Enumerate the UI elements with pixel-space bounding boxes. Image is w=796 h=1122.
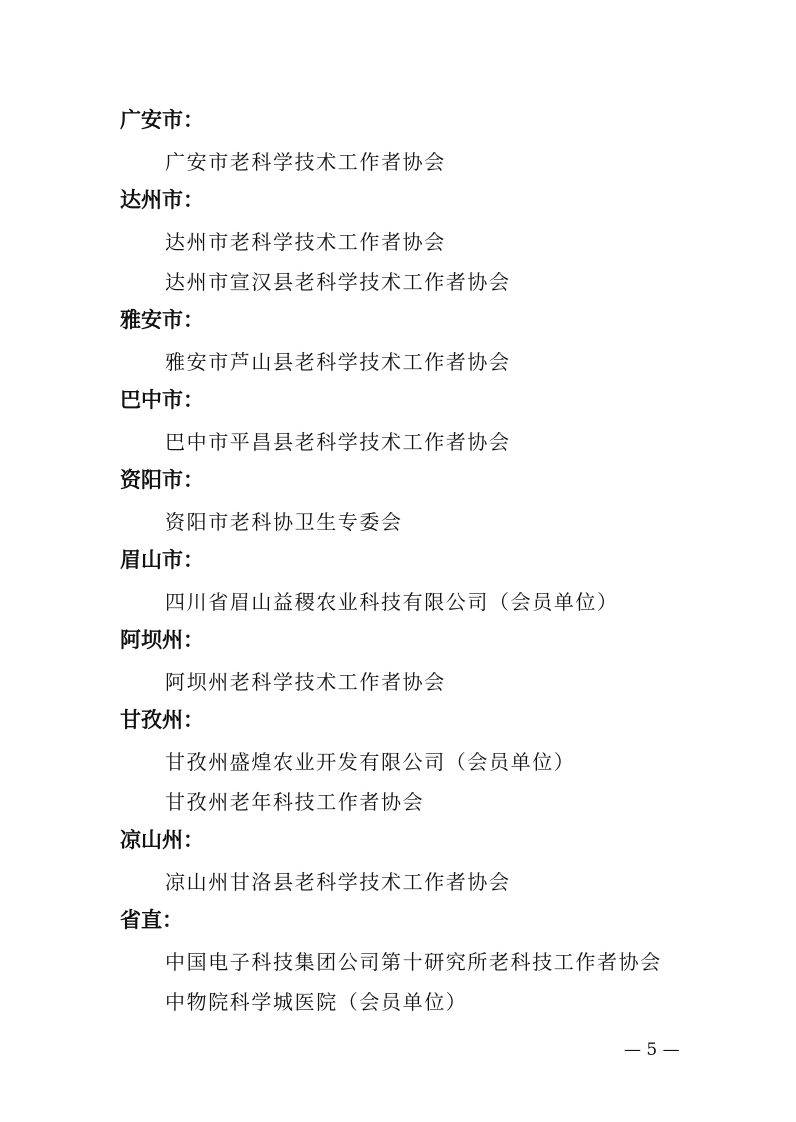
member-organization: 甘孜州老年科技工作者协会	[165, 790, 425, 814]
member-organization: 中物院科学城医院（会员单位）	[165, 990, 468, 1014]
member-organization: 甘孜州盛煌农业开发有限公司（会员单位）	[165, 750, 576, 774]
member-organization: 四川省眉山益稷农业科技有限公司（会员单位）	[165, 590, 619, 614]
region-heading: 广安市：	[120, 108, 204, 132]
region-heading: 省直：	[120, 908, 183, 932]
member-organization: 达州市宣汉县老科学技术工作者协会	[165, 270, 511, 294]
region-heading: 阿坝州：	[120, 628, 204, 652]
member-organization: 阿坝州老科学技术工作者协会	[165, 670, 446, 694]
member-organization: 广安市老科学技术工作者协会	[165, 150, 446, 174]
member-organization: 达州市老科学技术工作者协会	[165, 230, 446, 254]
member-organization: 凉山州甘洛县老科学技术工作者协会	[165, 870, 511, 894]
region-heading: 达州市：	[120, 188, 204, 212]
region-heading: 巴中市：	[120, 388, 204, 412]
region-heading: 甘孜州：	[120, 708, 204, 732]
region-heading: 雅安市：	[120, 308, 204, 332]
region-heading: 凉山州：	[120, 828, 204, 852]
region-heading: 眉山市：	[120, 548, 204, 572]
page-number: — 5 —	[624, 1040, 680, 1060]
member-organization: 雅安市芦山县老科学技术工作者协会	[165, 350, 511, 374]
region-heading: 资阳市：	[120, 468, 204, 492]
member-organization: 中国电子科技集团公司第十研究所老科技工作者协会	[165, 950, 662, 974]
member-organization: 巴中市平昌县老科学技术工作者协会	[165, 430, 511, 454]
member-organization: 资阳市老科协卫生专委会	[165, 510, 403, 534]
